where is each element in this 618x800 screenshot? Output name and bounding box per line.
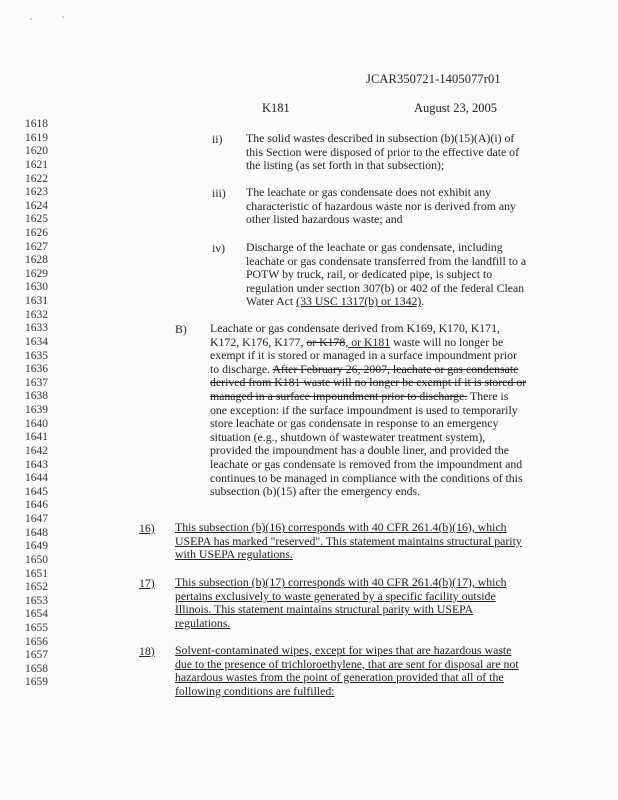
document-date: August 23, 2005 bbox=[414, 101, 497, 115]
line-number: 1637 bbox=[25, 376, 48, 389]
line-number: 1643 bbox=[25, 458, 48, 471]
line-number: 1634 bbox=[25, 335, 48, 348]
line-number: 1623 bbox=[25, 186, 48, 199]
line-number: 1624 bbox=[25, 199, 48, 212]
item-marker-ii: ii) bbox=[212, 132, 223, 146]
line-number: 1647 bbox=[25, 513, 48, 525]
line-number: 1621 bbox=[25, 158, 48, 171]
item-18-text: Solvent-contaminated wipes, except for wipes that are hazardous waste due to the presence of trichloroethylene, that are sent for disposal are not hazardous wastes from the point of generation provided that all of the following conditions are fulfilled: bbox=[175, 643, 519, 698]
line-number: 1620 bbox=[25, 145, 48, 158]
line-number: 1650 bbox=[25, 553, 48, 566]
line-number: 1633 bbox=[25, 322, 48, 335]
line-number: 1629 bbox=[25, 267, 48, 280]
line-number: 1659 bbox=[25, 676, 48, 689]
document-id: JCAR350721-1405077r01 bbox=[366, 72, 501, 86]
line-number: 1622 bbox=[25, 172, 48, 185]
line-number: 1642 bbox=[25, 444, 48, 457]
line-number: 1640 bbox=[25, 417, 48, 430]
line-number: 1658 bbox=[25, 662, 48, 675]
line-number: 1645 bbox=[25, 485, 48, 498]
scan-speck bbox=[62, 16, 64, 18]
line-number: 1657 bbox=[25, 649, 48, 662]
line-number: 1653 bbox=[25, 594, 48, 607]
line-number: 1654 bbox=[25, 608, 48, 621]
item-marker-18: 18) bbox=[139, 644, 155, 658]
inserted-text: (33 USC 1317(b) or 1342) bbox=[296, 294, 422, 309]
line-number: 1627 bbox=[25, 240, 48, 253]
item-marker-iv: iv) bbox=[212, 241, 226, 255]
line-number: 1644 bbox=[25, 472, 48, 485]
item-ii-text: The solid wastes described in subsection (b)(15)(A)(i) of this Section were disposed of prior to the effective date of the listing (as set forth in that subsection); bbox=[246, 131, 519, 173]
item-16-text: This subsection (b)(16) corresponds with 40 CFR 261.4(b)(16), which USEPA has marked "reserved". This statement maintains structural parity with USEPA regulations. bbox=[175, 520, 522, 562]
item-marker-16: 16) bbox=[139, 521, 155, 535]
line-number: 1635 bbox=[25, 349, 48, 362]
item-iii-text: The leachate or gas condensate does not exhibit any characteristic of hazardous waste nor is derived from any other listed hazardous waste; and bbox=[246, 185, 516, 227]
deleted-text: managed in a surface impoundment prior to discharge. bbox=[210, 388, 468, 403]
line-number: 1619 bbox=[25, 131, 48, 144]
item-b-text: Leachate or gas condensate derived from K169, K170, K171, K172, K176, K177, or K178, or K181 waste will no longer be exempt if it is stored or managed in a surface impoundment prior to discharge. After February 26, 2007, leachate or gas condensate derived from K181 waste will no longer be exempt if it is stored or managed in a surface impoundment prior to discharge. There is one exception: if the surface impoundment is used to temporarily store leachate or gas condensate in response to an emergency situation (e.g., shutdown of wastewater treatment system), provided the impoundment has a double liner, and provided the leachate or gas condensate is removed from the impoundment and continues to be managed in compliance with the conditions of this subsection (b)(15) after the emergency ends. bbox=[210, 321, 527, 499]
scan-speck bbox=[30, 18, 32, 20]
line-number: 1628 bbox=[25, 254, 48, 267]
section-code: K181 bbox=[262, 101, 290, 115]
inserted-text: , or K181 bbox=[345, 334, 391, 349]
line-number: 1639 bbox=[25, 404, 48, 416]
line-number: 1632 bbox=[25, 308, 48, 321]
line-number: 1646 bbox=[25, 499, 48, 512]
line-number: 1652 bbox=[25, 581, 48, 594]
item-marker-iii: iii) bbox=[212, 186, 226, 200]
line-number: 1636 bbox=[25, 363, 48, 376]
deleted-text: derived from K181 waste will no longer be exempt if it is stored or bbox=[210, 375, 527, 390]
line-number: 1626 bbox=[25, 227, 48, 239]
item-marker-17: 17) bbox=[139, 576, 155, 590]
item-marker-b: B) bbox=[175, 322, 187, 336]
line-number: 1630 bbox=[25, 281, 48, 294]
line-number: 1649 bbox=[25, 540, 48, 553]
line-number: 1655 bbox=[25, 621, 48, 634]
line-number: 1625 bbox=[25, 213, 48, 226]
line-number: 1641 bbox=[25, 431, 48, 444]
line-number: 1651 bbox=[25, 567, 48, 580]
item-iv-text: Discharge of the leachate or gas condensate, including leachate or gas condensate transferred from the landfill to a POTW by truck, rail, or dedicated pipe, is subject to regulation under section 307(b) or 402 of the federal Clean Water Act (33 USC 1317(b) or 1342). bbox=[246, 240, 527, 309]
deleted-text: After February 26, 2007, leachate or gas condensate bbox=[272, 361, 519, 376]
item-17-text: This subsection (b)(17) corresponds with 40 CFR 261.4(b)(17), which pertains exclusively to waste generated by a specific facility outside Illinois. This statement maintains structural parity with USEPA regulations. bbox=[175, 575, 507, 630]
line-number: 1618 bbox=[25, 118, 48, 130]
line-number: 1648 bbox=[25, 526, 48, 539]
line-number: 1631 bbox=[25, 295, 48, 308]
line-number: 1638 bbox=[25, 390, 48, 403]
deleted-text: or K178 bbox=[306, 334, 346, 349]
line-number: 1656 bbox=[25, 635, 48, 648]
